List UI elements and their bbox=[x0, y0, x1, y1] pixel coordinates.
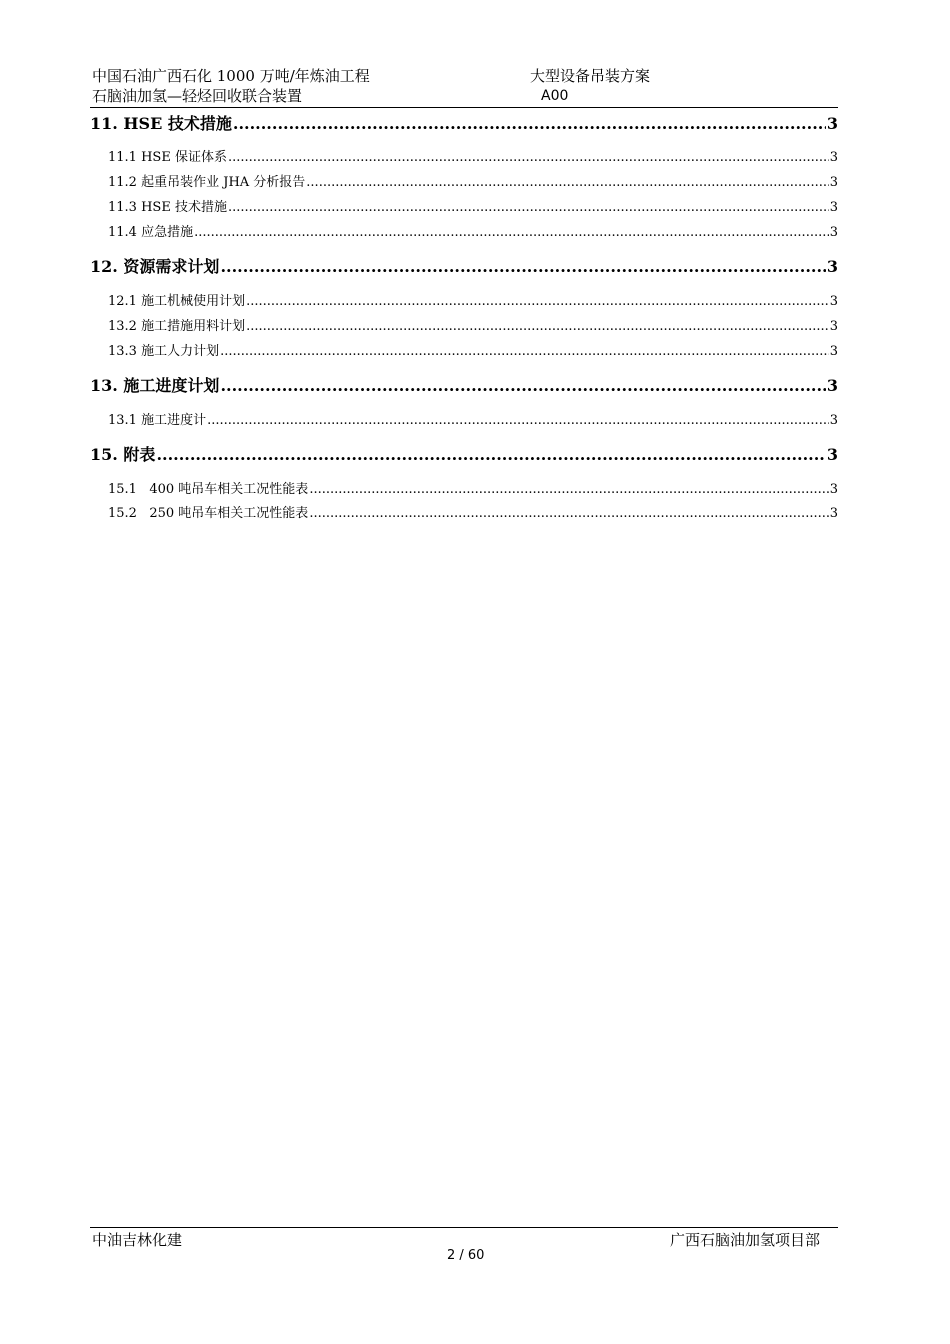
toc-entry[interactable] bbox=[90, 315, 838, 334]
toc-leader-dots bbox=[194, 225, 829, 240]
toc-entry-number: 11.4 bbox=[108, 225, 137, 240]
toc-entry[interactable] bbox=[90, 196, 838, 215]
toc-entry-page: 3 bbox=[829, 150, 838, 165]
header-revision: A00 bbox=[541, 88, 569, 104]
toc-leader-dots bbox=[156, 445, 825, 464]
footer-department: 广西石脑油加氢项目部 bbox=[670, 1231, 821, 1249]
toc-entry-page: 3 bbox=[829, 225, 838, 240]
toc-entry[interactable] bbox=[90, 409, 838, 428]
toc-entry-title: HSE 保证体系 bbox=[141, 150, 227, 165]
toc-entry-page: 3 bbox=[829, 294, 838, 309]
toc-entry-title: 资源需求计划 bbox=[123, 257, 220, 276]
toc-entry-page: 3 bbox=[826, 376, 838, 395]
toc-entry-title: HSE 技术措施 bbox=[141, 200, 227, 215]
toc-entry-number: 13.2 bbox=[108, 319, 137, 334]
toc-leader-dots bbox=[220, 257, 825, 276]
toc-leader-dots bbox=[228, 150, 829, 165]
toc-entry-number: 11.3 bbox=[108, 200, 137, 215]
toc-leader-dots bbox=[228, 200, 829, 215]
toc-entry[interactable] bbox=[90, 502, 838, 521]
toc-leader-dots bbox=[220, 376, 825, 395]
toc-entry-title: 250 吨吊车相关工况性能表 bbox=[149, 506, 309, 521]
toc-leader-dots bbox=[306, 175, 828, 190]
toc-entry-page: 3 bbox=[829, 482, 838, 497]
toc-leader-dots bbox=[233, 114, 826, 133]
toc-entry-title: 起重吊装作业 JHA 分析报告 bbox=[141, 175, 306, 190]
header-project-line1: 中国石油广西石化 1000 万吨/年炼油工程 bbox=[92, 67, 370, 85]
toc-entry[interactable] bbox=[90, 171, 838, 190]
toc-entry-number: 11.1 bbox=[108, 150, 137, 165]
toc-entry-title: 400 吨吊车相关工况性能表 bbox=[149, 482, 309, 497]
toc-entry-number: 12. bbox=[90, 257, 118, 276]
toc-entry-number: 13. bbox=[90, 376, 118, 395]
toc-entry[interactable] bbox=[90, 478, 838, 497]
toc-entry-page: 3 bbox=[829, 413, 838, 428]
header-doc-title: 大型设备吊装方案 bbox=[530, 67, 651, 85]
toc-entry[interactable] bbox=[90, 254, 838, 277]
toc-leader-dots bbox=[220, 344, 829, 359]
toc-entry-page: 3 bbox=[829, 319, 838, 334]
toc-entry[interactable] bbox=[90, 111, 838, 134]
toc-entry[interactable] bbox=[90, 290, 838, 309]
toc-entry-number: 13.3 bbox=[108, 344, 137, 359]
toc-entry-number: 11.2 bbox=[108, 175, 137, 190]
toc-entry-number: 15.2 bbox=[108, 506, 137, 521]
toc-entry-number: 12.1 bbox=[108, 294, 137, 309]
footer-company: 中油吉林化建 bbox=[92, 1231, 183, 1249]
toc-entry-page: 3 bbox=[826, 114, 838, 133]
toc-entry-page: 3 bbox=[829, 506, 838, 521]
toc-entry-number: 11. bbox=[90, 114, 118, 133]
toc-entry[interactable] bbox=[90, 442, 838, 465]
toc-entry-title: 施工进度计划 bbox=[123, 376, 220, 395]
toc-entry-number: 13.1 bbox=[108, 413, 137, 428]
toc-entry-page: 3 bbox=[829, 175, 838, 190]
toc-entry-page: 3 bbox=[829, 344, 838, 359]
toc-entry-title: HSE 技术措施 bbox=[123, 114, 232, 133]
toc-entry-title: 附表 bbox=[123, 445, 156, 464]
toc-entry-title: 施工措施用料计划 bbox=[141, 319, 246, 334]
toc-entry-page: 3 bbox=[829, 200, 838, 215]
page-number: 2 / 60 bbox=[447, 1248, 485, 1263]
toc-entry-page: 3 bbox=[826, 257, 838, 276]
toc-entry[interactable] bbox=[90, 146, 838, 165]
toc-entry-title: 施工进度计 bbox=[141, 413, 207, 428]
toc-leader-dots bbox=[309, 506, 828, 521]
toc-entry-number: 15. bbox=[90, 445, 118, 464]
toc-entry-title: 应急措施 bbox=[141, 225, 194, 240]
header-divider bbox=[90, 107, 838, 108]
toc-entry-title: 施工机械使用计划 bbox=[141, 294, 246, 309]
toc-leader-dots bbox=[309, 482, 828, 497]
toc-leader-dots bbox=[246, 294, 829, 309]
toc-leader-dots bbox=[246, 319, 829, 334]
header-project-line2: 石脑油加氢—轻烃回收联合装置 bbox=[92, 87, 303, 105]
toc-entry[interactable] bbox=[90, 221, 838, 240]
toc-leader-dots bbox=[207, 413, 829, 428]
toc-entry-title: 施工人力计划 bbox=[141, 344, 220, 359]
toc-entry-page: 3 bbox=[826, 445, 838, 464]
toc-entry[interactable] bbox=[90, 373, 838, 396]
toc-entry[interactable] bbox=[90, 340, 838, 359]
toc-entry-number: 15.1 bbox=[108, 482, 137, 497]
footer-divider bbox=[90, 1227, 838, 1228]
